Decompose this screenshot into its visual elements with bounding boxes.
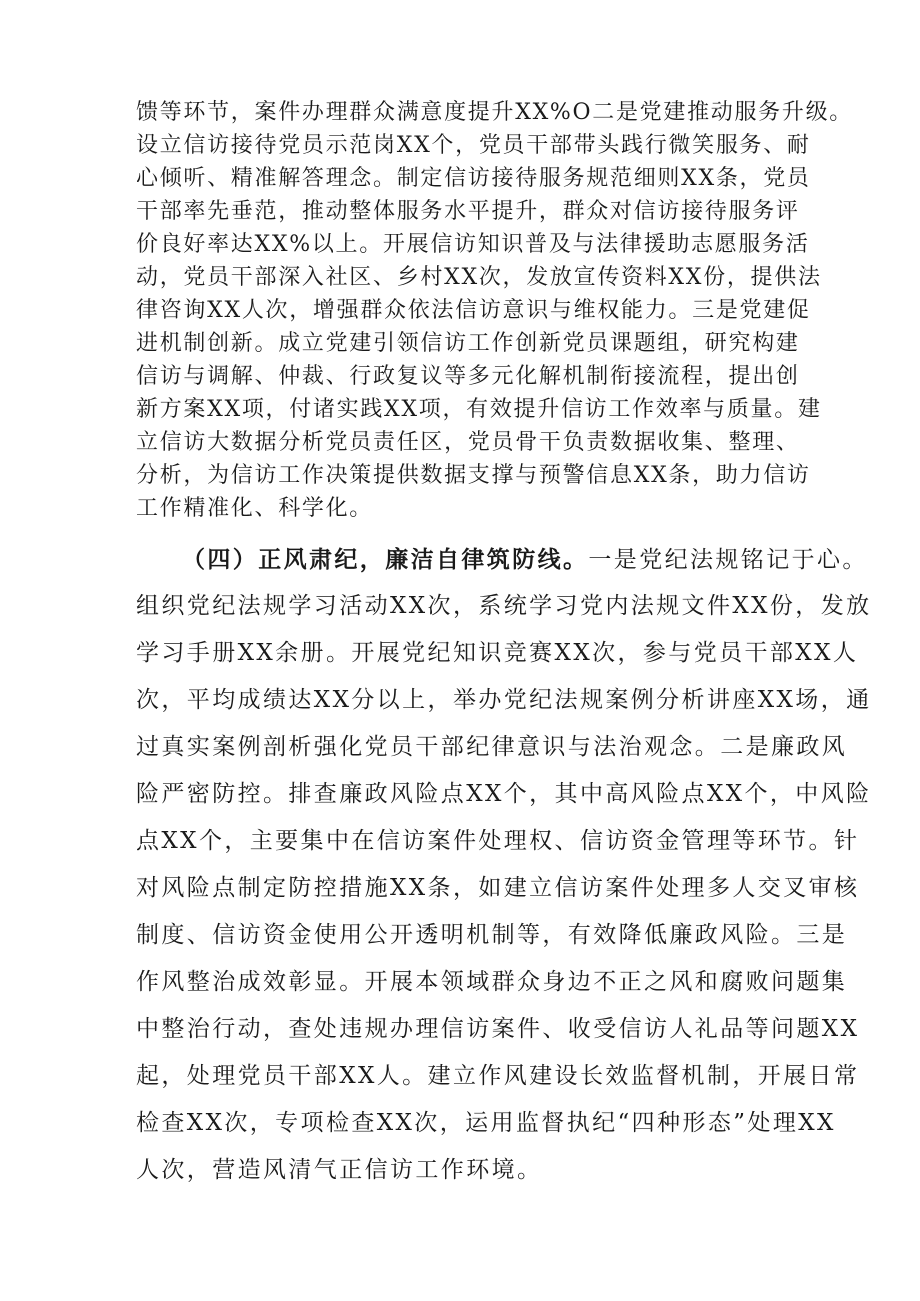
text-line: 干部率先垂范，推动整体服务水平提升，群众对信访接待服务评 [136, 199, 800, 224]
text-line: 点XX个，主要集中在信访案件处理权、信访资金管理等环节。针 [136, 828, 860, 854]
text-line: 起，处理党员干部XX人。建立作风建设长效监督机制，开展日常 [136, 1063, 860, 1089]
text-line: 次，平均成绩达XX分以上，举办党纪法规案例分析讲座XX场，通 [136, 687, 872, 713]
text-line: 立信访大数据分析党员责任区，党员骨干负责数据收集、整理、 [136, 430, 800, 455]
text-line: 制度、信访资金使用公开透明机制等，有效降低廉政风险。三是 [136, 922, 848, 948]
text-line: 作风整治成效彰显。开展本领域群众身边不正之风和腐败问题集 [136, 969, 848, 995]
text-line: 设立信访接待党员示范岗XX个，党员干部带头践行微笑服务、耐 [136, 133, 811, 158]
section-heading-line [182, 548, 868, 572]
text-line: 信访与调解、仲裁、行政复议等多元化解机制衔接流程，提出创 [136, 364, 800, 389]
text-line: 动，党员干部深入社区、乡村XX次，发放宣传资料XX份，提供法 [136, 265, 822, 290]
text-line: 进机制创新。成立党建引领信访工作创新党员课题组，研究构建 [136, 331, 800, 356]
text-line: 对风险点制定防控措施XX条，如建立信访案件处理多人交叉审核 [136, 875, 860, 901]
text-line: 分析，为信访工作决策提供数据支撑与预警信息XX条，助力信访 [136, 463, 811, 488]
text-line: 工作精准化、科学化。 [136, 496, 374, 521]
section-heading: （四）正风肃纪，廉洁自律筑防线。 [182, 546, 589, 573]
text-line: 律咨询XX人次，增强群众依法信访意识与维权能力。三是党建促 [136, 298, 811, 323]
text-line: 过真实案例剖析强化党员干部纪律意识与法治观念。二是廉政风 [136, 734, 848, 760]
text-line-rest: 一是党纪法规铭记于心。 [588, 547, 868, 573]
text-line: 险严密防控。排查廉政风险点XX个，其中高风险点XX个，中风险 [136, 781, 872, 807]
text-line: 心倾听、精准解答理念。制定信访接待服务规范细则XX条，党员 [136, 166, 811, 191]
text-line: 检查XX次，专项检查XX次，运用监督执纪“四种形态”处理XX [136, 1110, 836, 1136]
text-line: 新方案XX项，付诸实践XX项，有效提升信访工作效率与质量。建 [136, 397, 822, 422]
text-line: 馈等环节，案件办理群众满意度提升XX%O二是党建推动服务升级。 [136, 100, 853, 125]
text-line: 组织党纪法规学习活动XX次，系统学习党内法规文件XX份，发放 [136, 593, 872, 619]
text-line: 价良好率达XX%以上。开展信访知识普及与法律援助志愿服务活 [136, 232, 810, 257]
text-line: 中整治行动，查处违规办理信访案件、收受信访人礼品等问题XX [136, 1016, 860, 1042]
text-line: 人次，营造风清气正信访工作环境。 [136, 1157, 543, 1183]
text-line: 学习手册XX余册。开展党纪知识竞赛XX次，参与党员干部XX人 [136, 640, 859, 666]
